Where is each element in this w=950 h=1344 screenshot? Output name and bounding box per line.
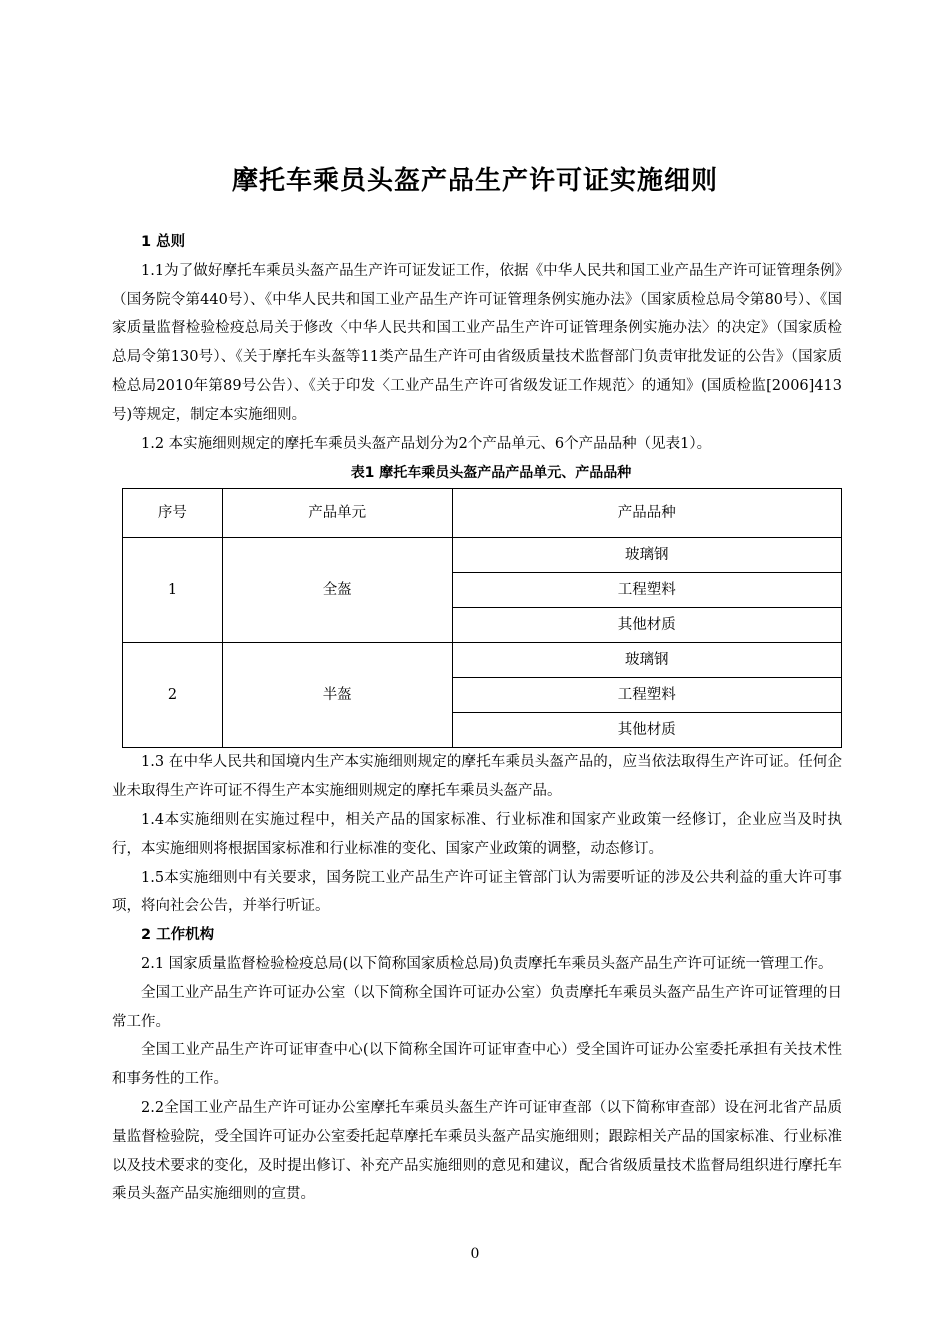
product-variety: 工程塑料	[452, 678, 841, 713]
table-row	[123, 643, 842, 678]
product-variety: 工程塑料	[452, 573, 841, 608]
product-variety: 其他材质	[452, 608, 841, 643]
table-caption: 表1 摩托车乘员头盔产品产品单元、产品品种	[350, 465, 632, 482]
header-variety: 产品品种	[452, 489, 841, 538]
page-number: 0	[470, 1246, 480, 1262]
paragraph-2-1b: 全国工业产品生产许可证办公室（以下简称全国许可证办公室）负责摩托车乘员头盔产品生产许可证管理的日常工作。	[112, 984, 842, 1030]
header-unit: 产品单元	[222, 489, 452, 538]
table-row	[123, 538, 842, 573]
product-unit: 半盔	[222, 643, 452, 748]
table-header-row	[123, 489, 842, 538]
paragraph-1-1: 1.1为了做好摩托车乘员头盔产品生产许可证发证工作，依据《中华人民共和国工业产品生产许可证管理条例》（国务院令第440号）、《中华人民共和国工业产品生产许可证管理条例实施办法》（国家质检总局令第80号）、《国家质量监督检验检疫总局关于修改〈中华人民共和国工业产品生产许可证管理条例实施办法〉的决定》（国家质检总局令第130号）、《关于摩托车头盔等11类产品生产许可由省级质量技术监督部门负责审批发证的公告》（国家质检总局2010年第89号公告）、《关于印发〈工业产品生产许可省级发证工作规范〉的通知》(国质检监[2006]413号)等规定，制定本实施细则。	[112, 262, 842, 423]
product-variety: 玻璃钢	[452, 643, 841, 678]
document-body	[112, 228, 842, 1209]
paragraph-2-1: 2.1 国家质量监督检验检疫总局(以下简称国家质检总局)负责摩托车乘员头盔产品生产许可证统一管理工作。	[141, 955, 833, 972]
product-table	[122, 488, 842, 748]
paragraph-1-3: 1.3 在中华人民共和国境内生产本实施细则规定的摩托车乘员头盔产品的，应当依法取得生产许可证。任何企业未取得生产许可证不得生产本实施细则规定的摩托车乘员头盔产品。	[112, 754, 842, 800]
paragraph-2-2: 2.2全国工业产品生产许可证办公室摩托车乘员头盔生产许可证审查部（以下简称审查部）设在河北省产品质量监督检验院，受全国许可证办公室委托起草摩托车乘员头盔产品实施细则；跟踪相关产品的国家标准、行业标准以及技术要求的变化，及时提出修订、补充产品实施细则的意见和建议，配合省级质量技术监督局组织进行摩托车乘员头盔产品实施细则的宣贯。	[112, 1099, 842, 1203]
paragraph-1-4: 1.4本实施细则在实施过程中，相关产品的国家标准、行业标准和国家产业政策一经修订，企业应当及时执行，本实施细则将根据国家标准和行业标准的变化、国家产业政策的调整，动态修订。	[112, 811, 842, 857]
paragraph-2-1c: 全国工业产品生产许可证审查中心(以下简称全国许可证审查中心）受全国许可证办公室委托承担有关技术性和事务性的工作。	[112, 1042, 842, 1088]
product-unit: 全盔	[222, 538, 452, 643]
product-variety: 玻璃钢	[452, 538, 841, 573]
section-heading-agencies: 2 工作机构	[141, 927, 215, 944]
product-variety: 其他材质	[452, 713, 841, 748]
row-number: 2	[123, 643, 223, 748]
section-heading-general: 1 总则	[141, 234, 186, 250]
document-title: 摩托车乘员头盔产品生产许可证实施细则	[231, 166, 718, 196]
paragraph-1-2: 1.2 本实施细则规定的摩托车乘员头盔产品划分为2个产品单元、6个产品品种（见表1）。	[141, 435, 712, 452]
header-no: 序号	[123, 489, 223, 538]
row-number: 1	[123, 538, 223, 643]
paragraph-1-5: 1.5本实施细则中有关要求，国务院工业产品生产许可证主管部门认为需要听证的涉及公共利益的重大许可事项，将向社会公告，并举行听证。	[112, 869, 842, 915]
